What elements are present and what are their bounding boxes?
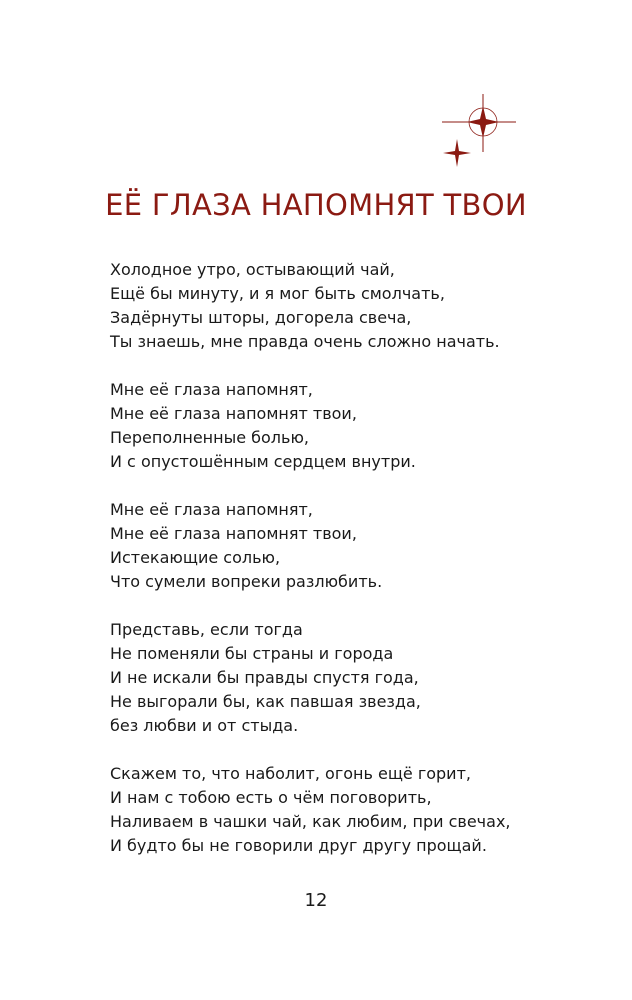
stanza [110, 378, 610, 474]
poem-line: И с опустошённым сердцем внутри. [110, 452, 416, 471]
sparkle-stars-icon [440, 92, 520, 172]
stanza [110, 618, 610, 738]
poem-line: Истекающие солью, [110, 548, 281, 567]
poem-line: Мне её глаза напомнят твои, [110, 404, 357, 423]
poem-line: И нам с тобою есть о чём поговорить, [110, 788, 432, 807]
poem-line: Не выгорали бы, как павшая звезда, [110, 692, 421, 711]
poem-line: Представь, если тогда [110, 620, 303, 639]
poem-line: Мне её глаза напомнят твои, [110, 524, 357, 543]
stanza [110, 762, 610, 858]
poem-body [110, 258, 610, 882]
stanza [110, 498, 610, 594]
poem-line: Не поменяли бы страны и города [110, 644, 394, 663]
poem-line: Мне её глаза напомнят, [110, 500, 313, 519]
large-star-icon [442, 94, 516, 152]
poem-line: без любви и от стыда. [110, 716, 299, 735]
small-star-icon [443, 139, 471, 167]
poem-line: Ты знаешь, мне правда очень сложно начать. [110, 332, 500, 351]
page-title: ЕЁ ГЛАЗА НАПОМНЯТ ТВОИ [105, 188, 527, 222]
poem-line: Холодное утро, остывающий чай, [110, 260, 395, 279]
poem-line: И будто бы не говорили друг другу прощай. [110, 836, 487, 855]
poem-line: Ещё бы минуту, и я мог быть смолчать, [110, 284, 445, 303]
poem-line: Задёрнуты шторы, догорела свеча, [110, 308, 412, 327]
poem-line: И не искали бы правды спустя года, [110, 668, 419, 687]
poem-line: Скажем то, что наболит, огонь ещё горит, [110, 764, 471, 783]
poem-line: Наливаем в чашки чай, как любим, при свечах, [110, 812, 511, 831]
page-number: 12 [304, 890, 328, 911]
poem-line: Что сумели вопреки разлюбить. [110, 572, 383, 591]
poem-line: Мне её глаза напомнят, [110, 380, 313, 399]
poem-line: Переполненные болью, [110, 428, 310, 447]
stanza [110, 258, 610, 354]
